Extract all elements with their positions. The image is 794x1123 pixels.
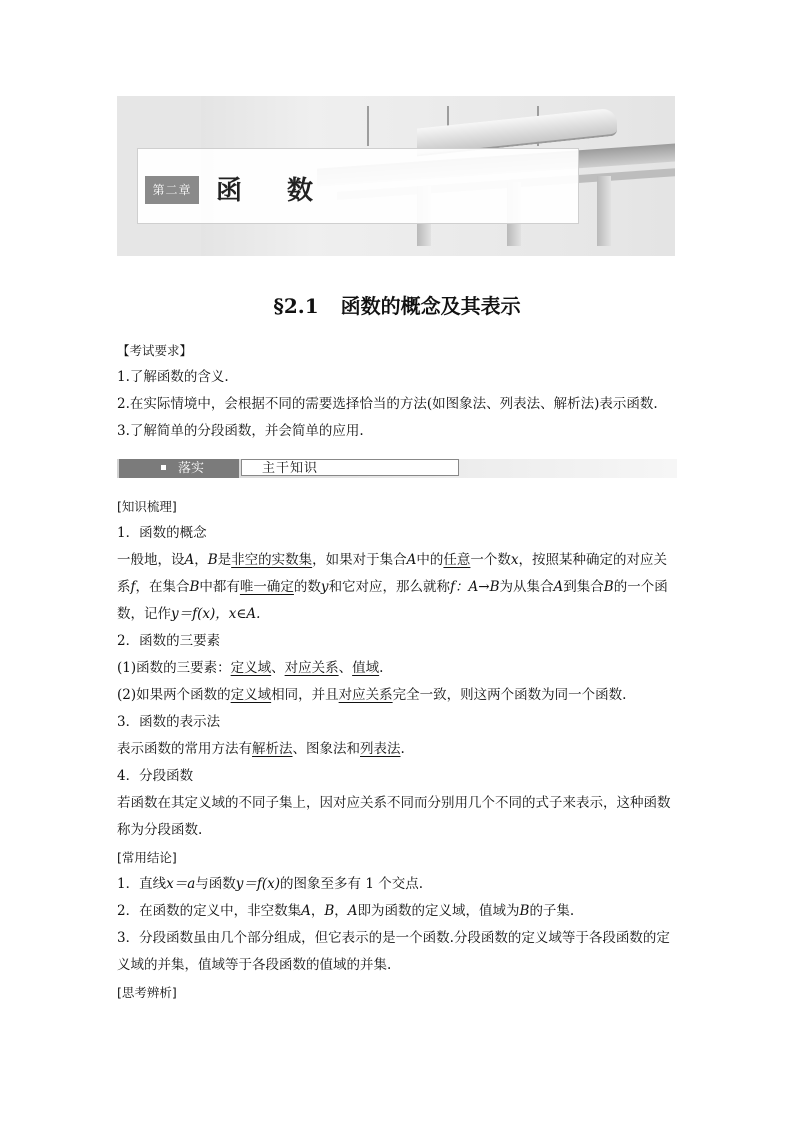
square-bullet-icon <box>161 465 166 470</box>
knowledge-p3: 表示函数的常用方法有解析法、图象法和列表法. <box>117 741 405 757</box>
exam-requirements <box>117 337 677 445</box>
knowledge-section <box>117 493 677 1006</box>
chapter-banner <box>117 96 675 256</box>
chapter-badge: 第二章 <box>145 176 199 204</box>
conclusion-1: 1．直线x＝a与函数y＝f(x)的图象至多有 1 个交点. <box>117 876 424 892</box>
knowledge-h4: 4．分段函数 <box>117 768 194 784</box>
knowledge-h2: 2．函数的三要素 <box>117 633 221 649</box>
section-title-text: 函数的概念及其表示 <box>340 294 521 318</box>
knowledge-p4: 若函数在其定义域的不同子集上，因对应关系不同而分别用几个不同的式子来表示，这种函数称为分段函数. <box>117 795 671 838</box>
requirement-item: 1.了解函数的含义. <box>117 369 229 385</box>
knowledge-heading: [知识梳理] <box>117 499 177 514</box>
thinking-heading: [思考辨析] <box>117 985 177 1000</box>
chapter-title: 函 数 <box>216 176 332 206</box>
requirement-item: 3.了解简单的分段函数，并会简单的应用. <box>117 423 364 439</box>
section-title <box>0 290 794 319</box>
section-number: §2.1 <box>273 294 319 318</box>
conclusion-3: 3．分段函数虽由几个部分组成，但它表示的是一个函数.分段函数的定义域等于各段函数的定义域的并集，值域等于各段函数的值域的并集. <box>117 930 670 973</box>
section-bar-left <box>119 459 239 478</box>
knowledge-p2-1: (1)函数的三要素：定义域、对应关系、值域. <box>117 660 384 676</box>
chapter-title-panel <box>137 148 579 224</box>
knowledge-h1: 1．函数的概念 <box>117 525 207 541</box>
bridge-pillar <box>597 176 611 246</box>
knowledge-p1: 一般地，设A，B是非空的实数集，如果对于集合A中的任意一个数x，按照某种确定的对应关系f，在集合B中都有唯一确定的数y和它对应，那么就称f：A→B为从集合A到集合B的一个函数，记作y＝f(x)，x∈A. <box>117 552 668 622</box>
knowledge-p2-2: (2)如果两个函数的定义域相同，并且对应关系完全一致，则这两个函数为同一个函数. <box>117 687 627 703</box>
requirement-item: 2.在实际情境中，会根据不同的需要选择恰当的方法(如图象法、列表法、解析法)表示函数. <box>117 396 658 412</box>
catenary-mast <box>367 106 369 146</box>
conclusion-2: 2．在函数的定义中，非空数集A，B，A即为函数的定义域，值域为B的子集. <box>117 903 575 919</box>
conclusions-heading: [常用结论] <box>117 850 177 865</box>
section-bar-right: 主干知识 <box>241 459 459 476</box>
section-bar-left-label: 落实 <box>178 461 205 476</box>
exam-requirements-heading: 【考试要求】 <box>117 343 193 358</box>
section-bar <box>117 459 677 478</box>
knowledge-h3: 3．函数的表示法 <box>117 714 221 730</box>
